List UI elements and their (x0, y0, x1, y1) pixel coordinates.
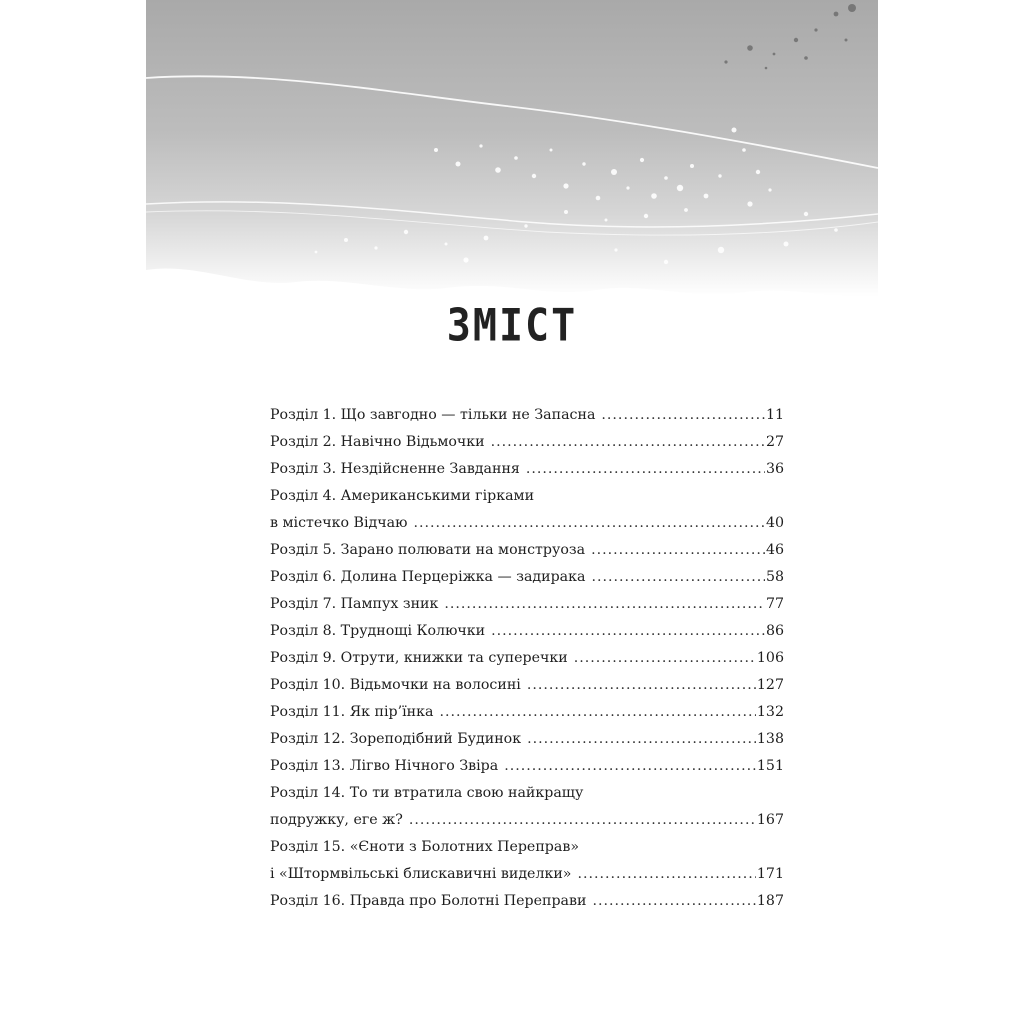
toc-entry-line (270, 456, 784, 483)
toc-entry-line (270, 510, 784, 537)
toc-page-number: 36 (765, 461, 784, 477)
toc-entry-title: Розділ 14. То ти втратила свою найкращу (270, 785, 584, 801)
toc-entry-5[interactable] (270, 537, 784, 564)
toc-page-number: 27 (765, 434, 784, 450)
toc-page-number: 77 (765, 596, 784, 612)
toc-entry-10[interactable] (270, 672, 784, 699)
toc-entry-2[interactable] (270, 429, 784, 456)
page-title: ЗМІСТ (446, 300, 578, 352)
toc-entry-title-continued: і «Штормвільські блискавичні виделки» (270, 866, 572, 882)
toc-entry-title: Розділ 1. Що завгодно — тільки не Запасна (270, 407, 596, 423)
toc-page-number: 132 (756, 704, 784, 720)
dot-leader (444, 591, 765, 618)
toc-entry-line (270, 537, 784, 564)
dot-leader (439, 699, 755, 726)
toc-entry-title-continued: в містечко Відчаю (270, 515, 408, 531)
toc-entry-line (270, 780, 784, 807)
toc-entry-title: Розділ 7. Пампух зник (270, 596, 439, 612)
toc-entry-1[interactable] (270, 402, 784, 429)
toc-entry-title-continued: подружку, еге ж? (270, 812, 403, 828)
toc-entry-line (270, 888, 784, 915)
toc-entry-13[interactable] (270, 753, 784, 780)
toc-entry-line (270, 672, 784, 699)
toc-entry-title: Розділ 15. «Єноти з Болотних Переправ» (270, 839, 579, 855)
toc-entry-title: Розділ 3. Нездійсненне Завдання (270, 461, 520, 477)
dot-leader (504, 753, 756, 780)
toc-entry-14[interactable] (270, 780, 784, 834)
toc-entry-line (270, 861, 784, 888)
book-page (146, 0, 878, 1024)
toc-entry-line (270, 699, 784, 726)
dot-leader (526, 456, 765, 483)
toc-entry-title: Розділ 5. Зарано полювати на монструоза (270, 542, 586, 558)
toc-entry-title: Розділ 11. Як пір’їнка (270, 704, 434, 720)
toc-entry-line (270, 807, 784, 834)
toc-page-number: 58 (765, 569, 784, 585)
toc-page-number: 11 (765, 407, 784, 423)
toc-entry-title: Розділ 6. Долина Перцеріжка — задирака (270, 569, 586, 585)
toc-entry-line (270, 564, 784, 591)
toc-page-number: 138 (756, 731, 784, 747)
dot-leader (601, 402, 765, 429)
toc-entry-line (270, 483, 784, 510)
toc-entry-title: Розділ 4. Американськими гірками (270, 488, 535, 504)
toc-entry-title: Розділ 16. Правда про Болотні Переправи (270, 893, 587, 909)
toc-entry-line (270, 726, 784, 753)
toc-entry-16[interactable] (270, 888, 784, 915)
header-illustration (146, 0, 878, 310)
dot-leader (591, 564, 764, 591)
toc-entry-9[interactable] (270, 645, 784, 672)
toc-entry-6[interactable] (270, 564, 784, 591)
toc-entry-15[interactable] (270, 834, 784, 888)
toc-entry-title: Розділ 9. Отрути, книжки та суперечки (270, 650, 568, 666)
toc-entry-4[interactable] (270, 483, 784, 537)
toc-page-number: 127 (756, 677, 784, 693)
toc-page-number: 106 (756, 650, 784, 666)
toc-entry-line (270, 645, 784, 672)
dot-leader (491, 618, 765, 645)
toc-entry-line (270, 834, 784, 861)
dot-leader (592, 888, 755, 915)
toc-entry-3[interactable] (270, 456, 784, 483)
toc-page-number: 40 (765, 515, 784, 531)
toc-page-number: 86 (765, 623, 784, 639)
toc-entry-title: Розділ 13. Лігво Нічного Звіра (270, 758, 499, 774)
dot-leader (413, 510, 764, 537)
toc-entry-line (270, 618, 784, 645)
dot-leader (491, 429, 765, 456)
toc-page-number: 187 (756, 893, 784, 909)
toc-entry-8[interactable] (270, 618, 784, 645)
dot-leader (409, 807, 756, 834)
toc-entry-title: Розділ 2. Навічно Відьмочки (270, 434, 485, 450)
toc-page-number: 171 (756, 866, 784, 882)
table-of-contents (270, 402, 784, 915)
toc-entry-title: Розділ 8. Труднощі Колючки (270, 623, 486, 639)
toc-entry-12[interactable] (270, 726, 784, 753)
toc-page-number: 151 (756, 758, 784, 774)
toc-entry-title: Розділ 10. Відьмочки на волосині (270, 677, 521, 693)
toc-entry-line (270, 402, 784, 429)
dot-leader (591, 537, 765, 564)
toc-entry-title: Розділ 12. Зореподібний Будинок (270, 731, 522, 747)
toc-entry-line (270, 753, 784, 780)
toc-entry-line (270, 429, 784, 456)
dot-leader (527, 726, 756, 753)
dot-leader (527, 672, 756, 699)
toc-page-number: 46 (765, 542, 784, 558)
toc-page-number: 167 (756, 812, 784, 828)
dot-leader (574, 645, 756, 672)
toc-entry-line (270, 591, 784, 618)
toc-entry-11[interactable] (270, 699, 784, 726)
toc-entry-7[interactable] (270, 591, 784, 618)
dot-leader (577, 861, 755, 888)
